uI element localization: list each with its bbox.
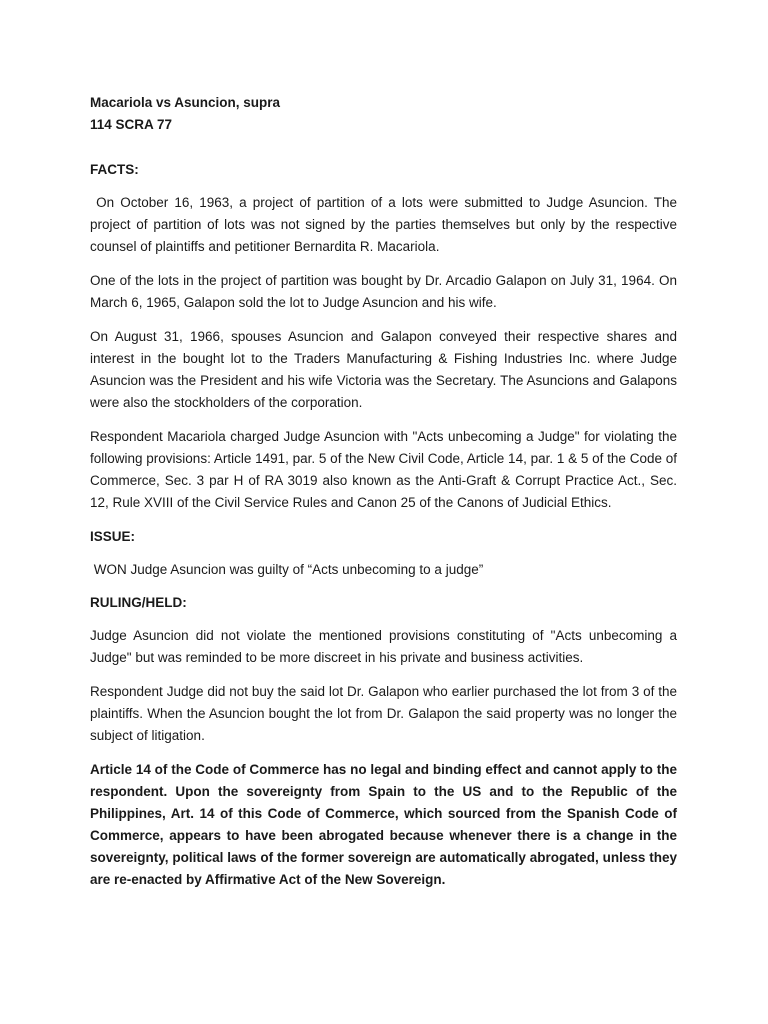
facts-heading: FACTS: <box>90 162 139 177</box>
facts-paragraph-1: On October 16, 1963, a project of partition of a lots were submitted to Judge Asuncion. The project of partition of lots was not signed by the parties themselves but only by the respective counsel of plaintiffs and petitioner Bernardita R. Macariola. <box>90 195 681 254</box>
issue-text: WON Judge Asuncion was guilty of “Acts unbecoming to a judge” <box>90 562 484 577</box>
facts-paragraph-2: One of the lots in the project of partition was bought by Dr. Arcadio Galapon on July 31, 1964. On March 6, 1965, Galapon sold the lot to Judge Asuncion and his wife. <box>90 273 677 310</box>
case-citation: 114 SCRA 77 <box>90 117 173 132</box>
ruling-bold-paragraph: Article 14 of the Code of Commerce has no legal and binding effect and cannot apply to the respondent. Upon the sovereignty from Spain to the US and to the Republic of the Philippines, Art. 14 of this Code of Commerce, which sourced from the Spanish Code of Commerce, appears to have been abrogated because whenever there is a change in the sovereignty, political laws of the former sovereign are automatically abrogated, unless they are re-enacted by Affirmative Act of the New Sovereign. <box>90 762 677 887</box>
document-page <box>90 92 681 891</box>
ruling-heading: RULING/HELD: <box>90 595 187 610</box>
issue-heading: ISSUE: <box>90 529 136 544</box>
case-title: Macariola vs Asuncion, supra <box>90 95 281 110</box>
facts-paragraph-4: Respondent Macariola charged Judge Asuncion with "Acts unbecoming a Judge" for violating the following provisions: Article 1491, par. 5 of the New Civil Code, Article 14, par. 1 & 5 of the Code of Commerce, Sec. 3 par H of RA 3019 also known as the Anti-Graft & Corrupt Practice Act., Sec. 12, Rule XVIII of the Civil Service Rules and Canon 25 of the Canons of Judicial Ethics. <box>90 429 677 510</box>
ruling-paragraph-1: Judge Asuncion did not violate the mentioned provisions constituting of "Acts unbecoming a Judge" but was reminded to be more discreet in his private and business activities. <box>90 628 677 665</box>
ruling-paragraph-2: Respondent Judge did not buy the said lot Dr. Galapon who earlier purchased the lot from 3 of the plaintiffs. When the Asuncion bought the lot from Dr. Galapon the said property was no longer the subject of litigation. <box>90 684 677 743</box>
facts-paragraph-3: On August 31, 1966, spouses Asuncion and Galapon conveyed their respective shares and interest in the bought lot to the Traders Manufacturing & Fishing Industries Inc. where Judge Asuncion was the President and his wife Victoria was the Secretary. The Asuncions and Galapons were also the stockholders of the corporation. <box>90 329 677 410</box>
